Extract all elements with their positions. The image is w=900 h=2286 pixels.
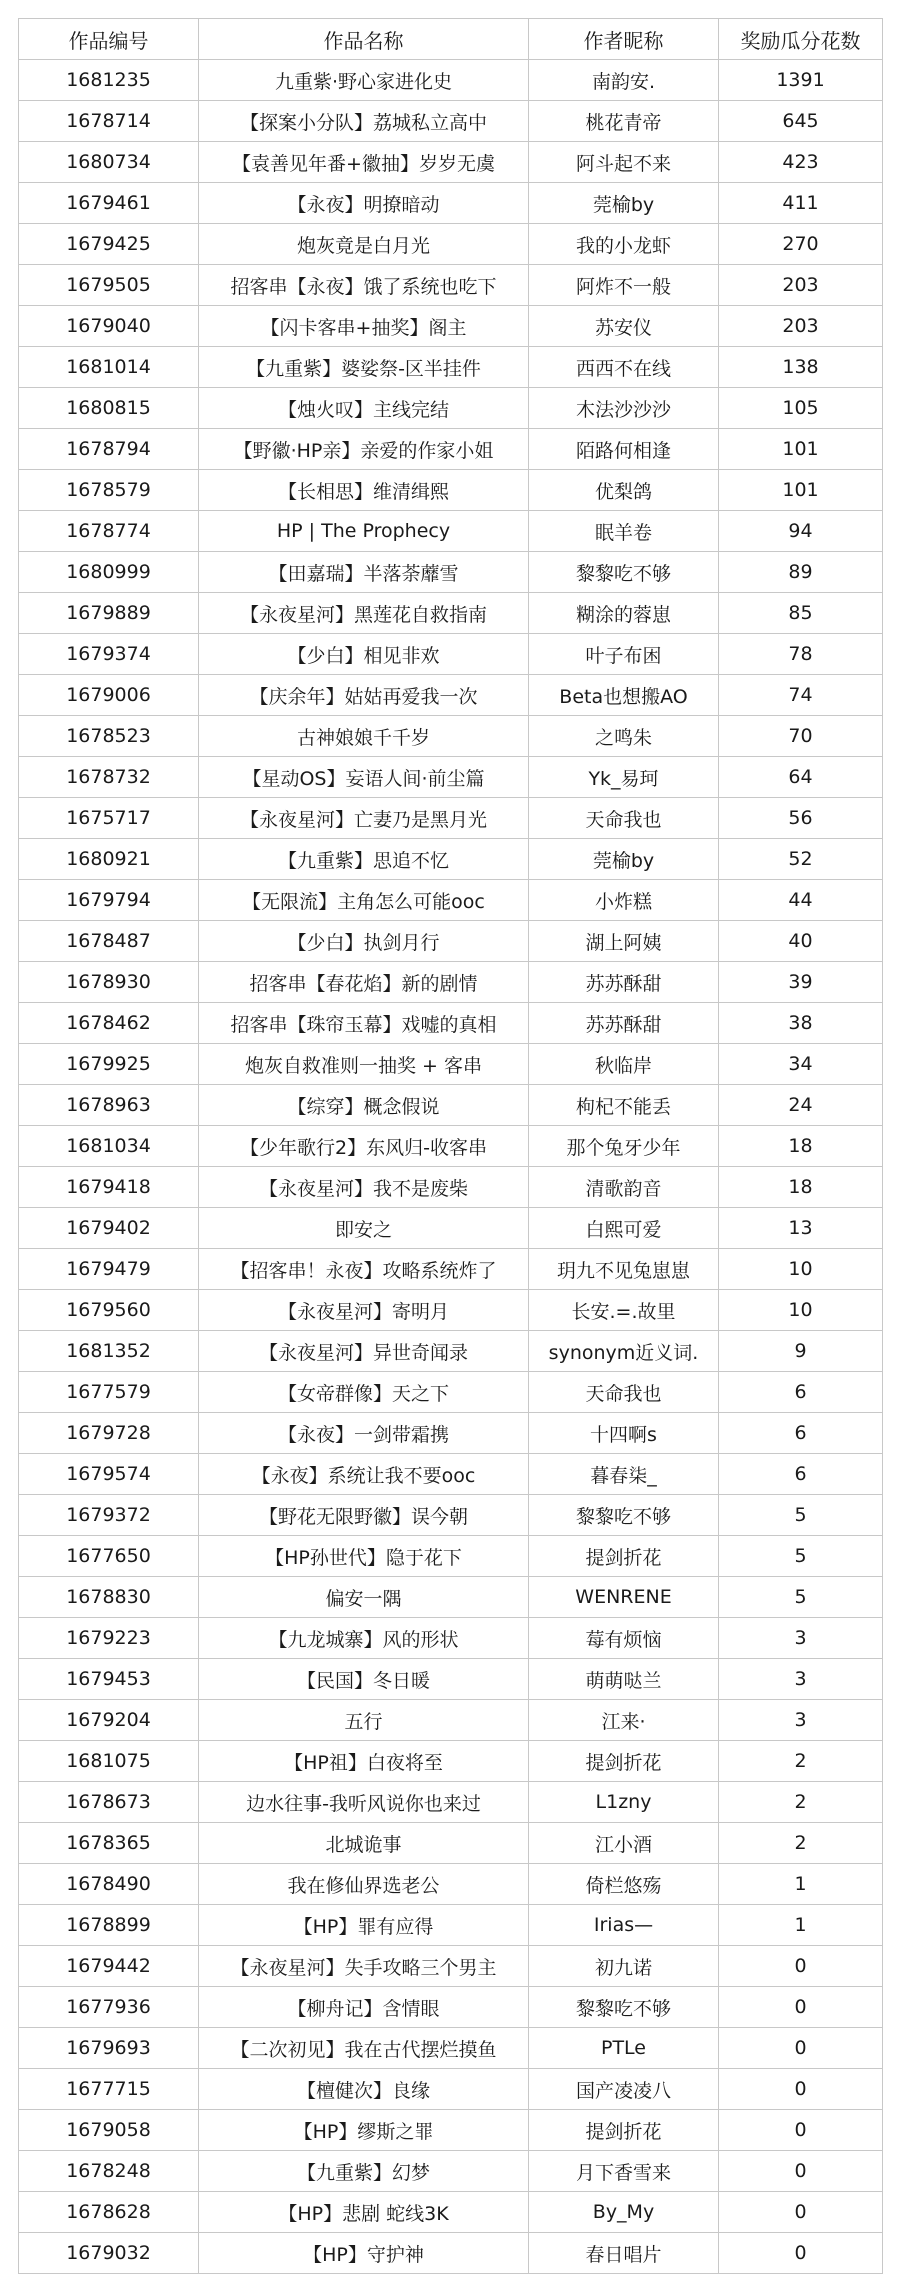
work-id-cell: 1679574 <box>19 1454 199 1495</box>
header-flowers: 奖励瓜分花数 <box>719 19 883 60</box>
author-cell: 白熙可爱 <box>529 1208 719 1249</box>
work-id-cell: 1678774 <box>19 511 199 552</box>
work-id-cell: 1679925 <box>19 1044 199 1085</box>
work-title-cell: 【野花无限野徽】误今朝 <box>199 1495 529 1536</box>
table-row <box>19 921 883 962</box>
work-title-cell: 招客串【永夜】饿了系统也吃下 <box>199 265 529 306</box>
work-id-cell: 1679204 <box>19 1700 199 1741</box>
author-cell: 江来· <box>529 1700 719 1741</box>
author-cell: 莓有烦恼 <box>529 1618 719 1659</box>
author-cell: 阿炸不一般 <box>529 265 719 306</box>
author-cell: 清歌韵音 <box>529 1167 719 1208</box>
table-row <box>19 1454 883 1495</box>
flowers-cell: 0 <box>719 2233 883 2274</box>
table-row <box>19 1618 883 1659</box>
work-title-cell: 【九重紫】婆娑祭-区半挂件 <box>199 347 529 388</box>
author-cell: PTLe <box>529 2028 719 2069</box>
work-id-cell: 1678963 <box>19 1085 199 1126</box>
author-cell: 陌路何相逢 <box>529 429 719 470</box>
flowers-cell: 101 <box>719 470 883 511</box>
author-cell: 黎黎吃不够 <box>529 552 719 593</box>
ranking-table <box>18 18 883 2274</box>
work-id-cell: 1679040 <box>19 306 199 347</box>
author-cell: 月下香雪来 <box>529 2151 719 2192</box>
table-row <box>19 798 883 839</box>
work-title-cell: 边水往事-我听风说你也来过 <box>199 1782 529 1823</box>
author-cell: Yk_易珂 <box>529 757 719 798</box>
work-title-cell: 【野徽·HP亲】亲爱的作家小姐 <box>199 429 529 470</box>
work-title-cell: 【永夜星河】失手攻略三个男主 <box>199 1946 529 1987</box>
work-title-cell: 【探案小分队】荔城私立高中 <box>199 101 529 142</box>
flowers-cell: 10 <box>719 1290 883 1331</box>
work-title-cell: 【柳舟记】含情眼 <box>199 1987 529 2028</box>
flowers-cell: 89 <box>719 552 883 593</box>
table-row <box>19 1372 883 1413</box>
flowers-cell: 18 <box>719 1126 883 1167</box>
work-id-cell: 1675717 <box>19 798 199 839</box>
table-row <box>19 675 883 716</box>
work-id-cell: 1677936 <box>19 1987 199 2028</box>
table-row <box>19 2233 883 2274</box>
table-row <box>19 1249 883 1290</box>
work-title-cell: 【少年歌行2】东风归-收客串 <box>199 1126 529 1167</box>
flowers-cell: 0 <box>719 1987 883 2028</box>
table-row <box>19 593 883 634</box>
work-id-cell: 1679889 <box>19 593 199 634</box>
author-cell: WENRENE <box>529 1577 719 1618</box>
table-row <box>19 183 883 224</box>
author-cell: 眠羊卷 <box>529 511 719 552</box>
work-title-cell: 【九重紫】幻梦 <box>199 2151 529 2192</box>
author-cell: 叶子布困 <box>529 634 719 675</box>
flowers-cell: 423 <box>719 142 883 183</box>
work-title-cell: 【长相思】维清缉熙 <box>199 470 529 511</box>
work-id-cell: 1677579 <box>19 1372 199 1413</box>
flowers-cell: 5 <box>719 1495 883 1536</box>
work-id-cell: 1678732 <box>19 757 199 798</box>
author-cell: 暮春柒_ <box>529 1454 719 1495</box>
author-cell: 国产凌凌八 <box>529 2069 719 2110</box>
table-row <box>19 60 883 101</box>
flowers-cell: 1391 <box>719 60 883 101</box>
author-cell: 莞榆by <box>529 839 719 880</box>
work-id-cell: 1679728 <box>19 1413 199 1454</box>
work-title-cell: HP | The Prophecy <box>199 511 529 552</box>
table-row <box>19 1290 883 1331</box>
flowers-cell: 0 <box>719 2110 883 2151</box>
flowers-cell: 18 <box>719 1167 883 1208</box>
table-row <box>19 634 883 675</box>
author-cell: 初九诺 <box>529 1946 719 1987</box>
table-row <box>19 1495 883 1536</box>
work-title-cell: 【闪卡客串+抽奖】阁主 <box>199 306 529 347</box>
work-id-cell: 1680815 <box>19 388 199 429</box>
table-row <box>19 1536 883 1577</box>
header-work-id: 作品编号 <box>19 19 199 60</box>
flowers-cell: 70 <box>719 716 883 757</box>
table-row <box>19 1331 883 1372</box>
work-title-cell: 【九重紫】思追不忆 <box>199 839 529 880</box>
flowers-cell: 6 <box>719 1372 883 1413</box>
work-title-cell: 【HP】缪斯之罪 <box>199 2110 529 2151</box>
flowers-cell: 78 <box>719 634 883 675</box>
work-title-cell: 【HP】守护神 <box>199 2233 529 2274</box>
flowers-cell: 203 <box>719 306 883 347</box>
header-row <box>19 19 883 60</box>
work-title-cell: 即安之 <box>199 1208 529 1249</box>
table-row <box>19 1413 883 1454</box>
flowers-cell: 101 <box>719 429 883 470</box>
table-row <box>19 470 883 511</box>
flowers-cell: 411 <box>719 183 883 224</box>
author-cell: 苏苏酥甜 <box>529 1003 719 1044</box>
flowers-cell: 270 <box>719 224 883 265</box>
flowers-cell: 38 <box>719 1003 883 1044</box>
table-row <box>19 101 883 142</box>
flowers-cell: 64 <box>719 757 883 798</box>
work-title-cell: 【HP祖】白夜将至 <box>199 1741 529 1782</box>
work-id-cell: 1678930 <box>19 962 199 1003</box>
table-row <box>19 1782 883 1823</box>
flowers-cell: 13 <box>719 1208 883 1249</box>
header-author: 作者昵称 <box>529 19 719 60</box>
work-title-cell: 招客串【珠帘玉幕】戏嘘的真相 <box>199 1003 529 1044</box>
work-title-cell: 【田嘉瑞】半落荼蘼雪 <box>199 552 529 593</box>
flowers-cell: 85 <box>719 593 883 634</box>
table-row <box>19 1577 883 1618</box>
work-title-cell: 九重紫·野心家进化史 <box>199 60 529 101</box>
author-cell: 阿斗起不来 <box>529 142 719 183</box>
flowers-cell: 2 <box>719 1823 883 1864</box>
work-title-cell: 【招客串！永夜】攻略系统炸了 <box>199 1249 529 1290</box>
work-id-cell: 1678523 <box>19 716 199 757</box>
work-id-cell: 1679794 <box>19 880 199 921</box>
work-id-cell: 1679372 <box>19 1495 199 1536</box>
flowers-cell: 39 <box>719 962 883 1003</box>
flowers-cell: 3 <box>719 1700 883 1741</box>
work-id-cell: 1678714 <box>19 101 199 142</box>
work-id-cell: 1678365 <box>19 1823 199 1864</box>
flowers-cell: 1 <box>719 1864 883 1905</box>
flowers-cell: 0 <box>719 2151 883 2192</box>
work-title-cell: 【袁善见年番+徽抽】岁岁无虞 <box>199 142 529 183</box>
table-row <box>19 224 883 265</box>
work-title-cell: 【九龙城寨】风的形状 <box>199 1618 529 1659</box>
work-id-cell: 1681235 <box>19 60 199 101</box>
table-row <box>19 142 883 183</box>
table-row <box>19 2110 883 2151</box>
table-row <box>19 2151 883 2192</box>
flowers-cell: 10 <box>719 1249 883 1290</box>
author-cell: 天命我也 <box>529 1372 719 1413</box>
work-title-cell: 【永夜】一剑带霜携 <box>199 1413 529 1454</box>
work-title-cell: 【永夜】系统让我不要ooc <box>199 1454 529 1495</box>
flowers-cell: 56 <box>719 798 883 839</box>
flowers-cell: 52 <box>719 839 883 880</box>
table-row <box>19 2028 883 2069</box>
author-cell: L1zny <box>529 1782 719 1823</box>
author-cell: 提剑折花 <box>529 1741 719 1782</box>
table-row <box>19 1167 883 1208</box>
work-id-cell: 1679560 <box>19 1290 199 1331</box>
flowers-cell: 6 <box>719 1454 883 1495</box>
table-row <box>19 1208 883 1249</box>
table-row <box>19 1946 883 1987</box>
work-title-cell: 【庆余年】姑姑再爱我一次 <box>199 675 529 716</box>
table-row <box>19 1126 883 1167</box>
author-cell: 南韵安. <box>529 60 719 101</box>
author-cell: 湖上阿姨 <box>529 921 719 962</box>
author-cell: 我的小龙虾 <box>529 224 719 265</box>
work-id-cell: 1677715 <box>19 2069 199 2110</box>
work-id-cell: 1680734 <box>19 142 199 183</box>
work-title-cell: 五行 <box>199 1700 529 1741</box>
table-row <box>19 429 883 470</box>
work-id-cell: 1679442 <box>19 1946 199 1987</box>
author-cell: 秋临岸 <box>529 1044 719 1085</box>
work-id-cell: 1679461 <box>19 183 199 224</box>
flowers-cell: 0 <box>719 2192 883 2233</box>
table-row <box>19 511 883 552</box>
work-title-cell: 偏安一隅 <box>199 1577 529 1618</box>
work-id-cell: 1681075 <box>19 1741 199 1782</box>
work-title-cell: 炮灰自救准则一抽奖 + 客串 <box>199 1044 529 1085</box>
author-cell: 黎黎吃不够 <box>529 1987 719 2028</box>
table-row <box>19 2069 883 2110</box>
flowers-cell: 203 <box>719 265 883 306</box>
author-cell: 玥九不见兔崽崽 <box>529 1249 719 1290</box>
table-body <box>19 60 883 2274</box>
flowers-cell: 5 <box>719 1577 883 1618</box>
work-id-cell: 1679058 <box>19 2110 199 2151</box>
author-cell: synonym近义词. <box>529 1331 719 1372</box>
author-cell: 西西不在线 <box>529 347 719 388</box>
work-id-cell: 1678830 <box>19 1577 199 1618</box>
author-cell: 倚栏悠殇 <box>529 1864 719 1905</box>
author-cell: 苏苏酥甜 <box>529 962 719 1003</box>
work-id-cell: 1678899 <box>19 1905 199 1946</box>
flowers-cell: 40 <box>719 921 883 962</box>
work-title-cell: 【HP】悲剧 蛇线3K <box>199 2192 529 2233</box>
flowers-cell: 0 <box>719 1946 883 1987</box>
table-row <box>19 1823 883 1864</box>
flowers-cell: 1 <box>719 1905 883 1946</box>
author-cell: 桃花青帝 <box>529 101 719 142</box>
work-title-cell: 招客串【春花焰】新的剧情 <box>199 962 529 1003</box>
author-cell: 之鸣朱 <box>529 716 719 757</box>
author-cell: By_My <box>529 2192 719 2233</box>
work-id-cell: 1679032 <box>19 2233 199 2274</box>
flowers-cell: 105 <box>719 388 883 429</box>
work-id-cell: 1679693 <box>19 2028 199 2069</box>
work-title-cell: 【檀健次】良缘 <box>199 2069 529 2110</box>
work-id-cell: 1679453 <box>19 1659 199 1700</box>
flowers-cell: 74 <box>719 675 883 716</box>
work-title-cell: 【HP】罪有应得 <box>199 1905 529 1946</box>
author-cell: 优梨鸽 <box>529 470 719 511</box>
flowers-cell: 44 <box>719 880 883 921</box>
table-row <box>19 347 883 388</box>
table-row <box>19 962 883 1003</box>
table-row <box>19 2192 883 2233</box>
flowers-cell: 645 <box>719 101 883 142</box>
table-row <box>19 839 883 880</box>
work-title-cell: 【永夜星河】异世奇闻录 <box>199 1331 529 1372</box>
work-title-cell: 【二次初见】我在古代摆烂摸鱼 <box>199 2028 529 2069</box>
work-id-cell: 1679006 <box>19 675 199 716</box>
work-title-cell: 【永夜】明撩暗动 <box>199 183 529 224</box>
work-title-cell: 炮灰竟是白月光 <box>199 224 529 265</box>
table-row <box>19 1700 883 1741</box>
author-cell: 苏安仪 <box>529 306 719 347</box>
work-title-cell: 【无限流】主角怎么可能ooc <box>199 880 529 921</box>
flowers-cell: 2 <box>719 1782 883 1823</box>
table-row <box>19 1987 883 2028</box>
work-id-cell: 1680921 <box>19 839 199 880</box>
author-cell: Irias— <box>529 1905 719 1946</box>
work-id-cell: 1679418 <box>19 1167 199 1208</box>
work-title-cell: 【民国】冬日暖 <box>199 1659 529 1700</box>
table-row <box>19 1044 883 1085</box>
flowers-cell: 138 <box>719 347 883 388</box>
table-row <box>19 1741 883 1782</box>
work-id-cell: 1681034 <box>19 1126 199 1167</box>
author-cell: 糊涂的蓉崽 <box>529 593 719 634</box>
author-cell: Beta也想搬AO <box>529 675 719 716</box>
work-title-cell: 【永夜星河】我不是废柴 <box>199 1167 529 1208</box>
work-id-cell: 1679402 <box>19 1208 199 1249</box>
table-row <box>19 1659 883 1700</box>
flowers-cell: 2 <box>719 1741 883 1782</box>
table-row <box>19 1085 883 1126</box>
work-title-cell: 【永夜星河】亡妻乃是黑月光 <box>199 798 529 839</box>
work-title-cell: 【星动OS】妄语人间·前尘篇 <box>199 757 529 798</box>
header-work-title: 作品名称 <box>199 19 529 60</box>
work-id-cell: 1681352 <box>19 1331 199 1372</box>
work-id-cell: 1679505 <box>19 265 199 306</box>
author-cell: 木法沙沙沙 <box>529 388 719 429</box>
work-id-cell: 1678462 <box>19 1003 199 1044</box>
table-row <box>19 388 883 429</box>
work-id-cell: 1677650 <box>19 1536 199 1577</box>
author-cell: 小炸糕 <box>529 880 719 921</box>
work-title-cell: 【综穿】概念假说 <box>199 1085 529 1126</box>
author-cell: 十四啊s <box>529 1413 719 1454</box>
table-row <box>19 880 883 921</box>
work-id-cell: 1678628 <box>19 2192 199 2233</box>
work-id-cell: 1678490 <box>19 1864 199 1905</box>
work-id-cell: 1678487 <box>19 921 199 962</box>
table-row <box>19 552 883 593</box>
flowers-cell: 24 <box>719 1085 883 1126</box>
work-id-cell: 1679223 <box>19 1618 199 1659</box>
table-row <box>19 757 883 798</box>
flowers-cell: 94 <box>719 511 883 552</box>
author-cell: 枸杞不能丢 <box>529 1085 719 1126</box>
table-row <box>19 1003 883 1044</box>
author-cell: 江小酒 <box>529 1823 719 1864</box>
table-row <box>19 1905 883 1946</box>
work-title-cell: 【HP孙世代】隐于花下 <box>199 1536 529 1577</box>
work-id-cell: 1678579 <box>19 470 199 511</box>
work-title-cell: 古神娘娘千千岁 <box>199 716 529 757</box>
author-cell: 萌萌哒兰 <box>529 1659 719 1700</box>
work-id-cell: 1679425 <box>19 224 199 265</box>
work-title-cell: 【永夜星河】寄明月 <box>199 1290 529 1331</box>
author-cell: 黎黎吃不够 <box>529 1495 719 1536</box>
author-cell: 提剑折花 <box>529 1536 719 1577</box>
work-id-cell: 1678794 <box>19 429 199 470</box>
author-cell: 长安.=.故里 <box>529 1290 719 1331</box>
work-title-cell: 北城诡事 <box>199 1823 529 1864</box>
author-cell: 那个兔牙少年 <box>529 1126 719 1167</box>
work-id-cell: 1678673 <box>19 1782 199 1823</box>
table-row <box>19 1864 883 1905</box>
work-id-cell: 1680999 <box>19 552 199 593</box>
work-title-cell: 【少白】执剑月行 <box>199 921 529 962</box>
author-cell: 莞榆by <box>529 183 719 224</box>
flowers-cell: 0 <box>719 2028 883 2069</box>
flowers-cell: 3 <box>719 1659 883 1700</box>
author-cell: 春日唱片 <box>529 2233 719 2274</box>
flowers-cell: 3 <box>719 1618 883 1659</box>
flowers-cell: 0 <box>719 2069 883 2110</box>
work-title-cell: 【烛火叹】主线完结 <box>199 388 529 429</box>
work-id-cell: 1681014 <box>19 347 199 388</box>
flowers-cell: 5 <box>719 1536 883 1577</box>
flowers-cell: 34 <box>719 1044 883 1085</box>
work-id-cell: 1679479 <box>19 1249 199 1290</box>
work-title-cell: 【永夜星河】黑莲花自救指南 <box>199 593 529 634</box>
table-row <box>19 306 883 347</box>
work-title-cell: 我在修仙界选老公 <box>199 1864 529 1905</box>
work-id-cell: 1678248 <box>19 2151 199 2192</box>
author-cell: 天命我也 <box>529 798 719 839</box>
author-cell: 提剑折花 <box>529 2110 719 2151</box>
flowers-cell: 6 <box>719 1413 883 1454</box>
table-row <box>19 265 883 306</box>
flowers-cell: 9 <box>719 1331 883 1372</box>
work-title-cell: 【少白】相见非欢 <box>199 634 529 675</box>
work-id-cell: 1679374 <box>19 634 199 675</box>
work-title-cell: 【女帝群像】天之下 <box>199 1372 529 1413</box>
table-row <box>19 716 883 757</box>
